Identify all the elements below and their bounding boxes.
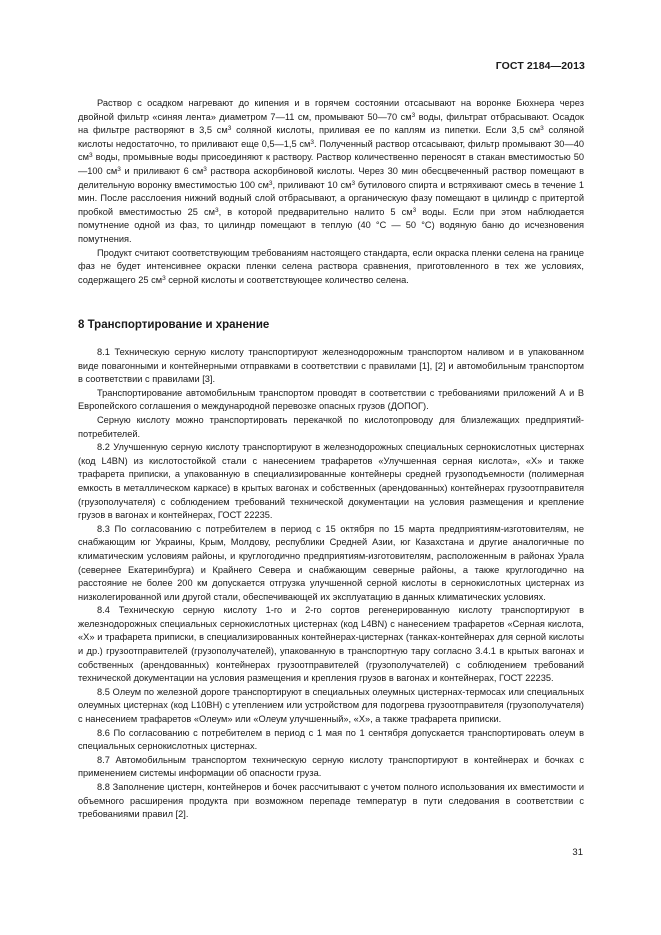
text-run: 8.4 Техническую серную кислоту 1-го и 2-го сортов регенерированную кислоту транспортируют в железнодорожных специальных сернокислотных цистернах (код L4BN) с нанесением трафаретов «Серная кислота, «Х» и трафарета приписки, в специализированных контейнерах-цистернах (танках-контейнерах для серной кислоты и др.) грузоотправителей (грузополучателей), упакованную в транспортную тару согласно 3.4.1 в крытых вагонах и собственных (арендованных) контейнерах грузоотправителей (грузополучателей) с соблюдением требований технической документации на условия размещения и крепления грузов в вагонах и контейнерах, ГОСТ 22235. [78,605,584,684]
text-run: 8.8 Заполнение цистерн, контейнеров и бочек рассчитывают с учетом полного использования их вместимости и объемного расширения продукта при возможном перепаде температур в пути следования в соответствии с требованиями правил [2]. [78,782,584,820]
text-run: 8.5 Олеум по железной дороге транспортируют в специальных олеумных цистернах-термосах или специальных олеумных цистернах (код L10BH) с утеплением или устройством для подогрева грузоотправителя (грузополучателя) с нанесением трафаретов «Олеум» или «Олеум улучшенный», «Х», а также трафарета приписки. [78,686,584,725]
paragraph [78,781,584,822]
section-8-text [78,346,584,822]
superscript: 3 [203,165,207,173]
text-run: Раствор с осадком нагревают до кипения и в горячем состоянии отсасывают на воронке Бюхнера через двойной фильтр «синяя лента» диаметром 7—11 см, промывают 50—70 см [78,98,584,122]
text-run: раствора аскорбиновой кислоты. Через 30 мин обесцвеченный раствор помещают в делительную воронку вместимостью 100 см [78,165,584,190]
superscript: 3 [412,206,417,214]
text-run: и приливают 6 см [120,165,204,176]
page-number: 31 [572,847,583,858]
text-run: Серную кислоту можно транспортировать перекачкой по кислотопроводу для близлежащих предприятий-потребителей. [78,414,584,439]
text-run: соляной кислоты, приливая ее по каплям из пипетки. Если 3,5 см [231,125,541,136]
paragraph [78,247,584,288]
superscript: 3 [411,111,416,119]
text-run: , приливают 10 см [272,179,352,190]
text-run: соляной кислоты недостаточно, то приливают еще 0,5—1,5 см [78,125,584,149]
paragraph [78,727,584,754]
text-run: воды, фильтрат отбрасывают. Осадок на фильтре растворяют в 3,5 см [78,111,584,136]
paragraph [78,387,584,414]
superscript: 3 [117,165,121,173]
text-run: серной кислоты и соответствующее количество селена. [165,274,409,285]
paragraph [78,97,584,247]
superscript: 3 [268,179,273,187]
paragraph [78,604,584,686]
text-run: воды, промывные воды присоединяют к раствору. Раствор количественно переносят в стакан вместимостью 50—100 см [78,152,584,176]
superscript: 3 [162,274,166,282]
paragraph [78,346,584,387]
text-run: 8.6 По согласованию с потребителем в период с 1 мая по 1 сентября допускается транспортировать олеум в специальных сернокислотных цистернах. [78,727,584,752]
superscript: 3 [88,152,93,160]
superscript: 3 [310,138,314,146]
text-run: 8.3 По согласованию с потребителем в период с 15 октября по 15 марта предприятиям-изготовителям, не снабжающим юг Украины, Крым, Молдову, республики Средней Азии, юг Казахстана и другие аналогичные по климатическим условиям районы, и круглогодично предприятиям-изготовителям, расположенным в районах Урала (севернее Екатеринбурга) и Крайнего Севера и снабжающим северные районы, а также круглогодично на расстояние не более 200 км допускается отгрузка улучшенной серной кислоты в сернокислотных цистернах из низколегированной или другой стали, обеспечивающей их эксплуатацию в данных климатических условиях. [78,523,584,602]
text-run: Транспортирование автомобильным транспортом проводят в соответствии с требованиями приложений А и В Европейского соглашения о международной перевозке опасных грузов (ДОПОГ). [78,387,584,412]
text-run: 8.7 Автомобильным транспортом техническую серную кислоту транспортируют в контейнерах и бочках с применением системы информации об опасности груза. [78,754,584,779]
text-run: воды. Если при этом наблюдается помутнение одной из фаз, то цилиндр помещают в теплую (40 °С — 50 °С) водяную баню до исчезновения помутнения. [78,206,584,244]
document-header [496,60,585,72]
superscript: 3 [227,125,232,133]
superscript: 3 [540,125,544,133]
paragraph [78,523,584,605]
text-run: . Полученный раствор отсасывают, фильтр промывают 30—40 см [78,138,584,163]
paragraph [78,414,584,441]
text-run: , в которой предварительно налито 5 см [218,206,413,217]
text-run: 8.1 Техническую серную кислоту транспортируют железнодорожным транспортом наливом и в упакованном виде повагонными и контейнерными отправками в соответствии с правилами [1], [2] и автомобильным транспортом в соответствии с правилами [3]. [78,347,584,385]
section-heading: 8 Транспортирование и хранение [78,319,270,331]
text-run: 8.2 Улучшенную серную кислоту транспортируют в железнодорожных специальных сернокислотных цистернах (код L4BN) из кислотостойкой стали с нанесением трафаретов «Улучшенная серная кислота», «Х» и также трафарета приписки, а упакованную в специализированные контейнеры средней грузоподъемности (полимерная емкость в металлическом каркасе) в крытых вагонах и собственных (арендованных) контейнерах грузоотправителя (грузополучателя) с соблюдением требований технической документации на условия размещения и крепление грузов в вагонах и контейнерах, ГОСТ 22235. [78,442,584,521]
text-run: Продукт считают соответствующим требованиям настоящего стандарта, если окраска пленки селена на границе фаз не будет интенсивнее окраски пленки селена раствора сравнения, приготовленного в тех же условиях, содержащего 25 см [78,247,584,285]
paragraph [78,754,584,781]
paragraph [78,441,584,523]
superscript: 3 [351,179,356,187]
standard-designation: ГОСТ 2184—2013 [495,60,585,72]
superscript: 3 [214,206,219,214]
text-run: бутилового спирта и встряхивают смесь в течение 1 мин. После расслоения нижний водный слой отбрасывают, а органическую фазу помещают в цилиндр с притертой пробкой вместимостью 25 см [78,179,584,217]
paragraph [78,686,584,727]
method-continuation-text [78,97,584,287]
